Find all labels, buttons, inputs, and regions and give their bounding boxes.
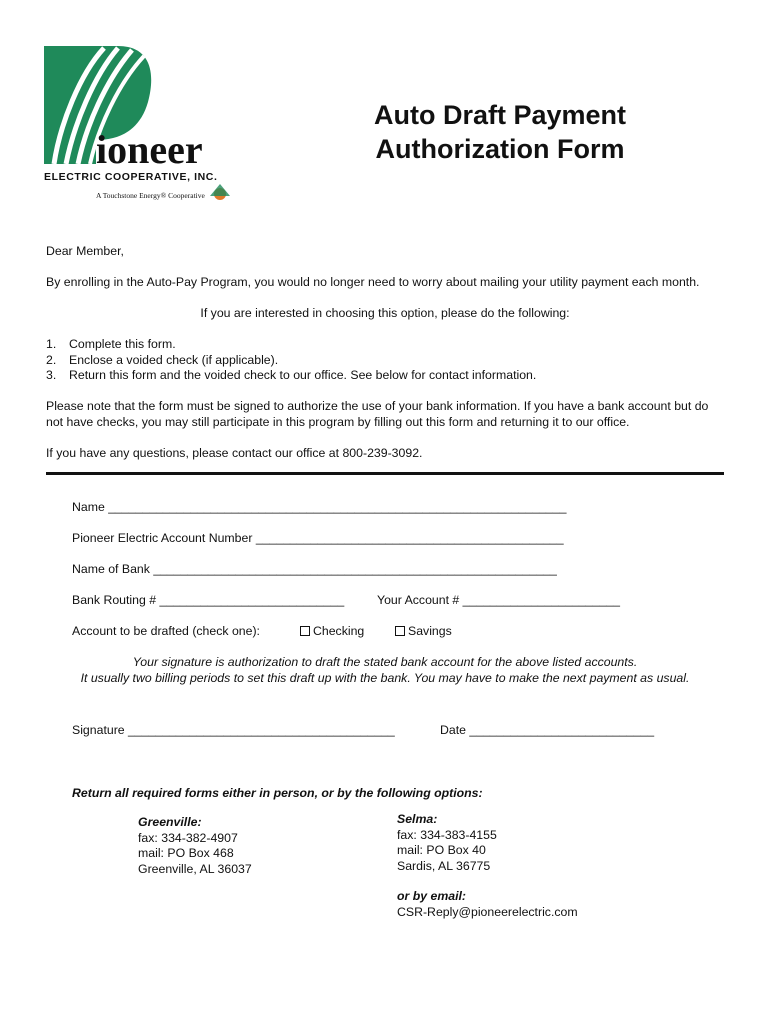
greeting: Dear Member,: [46, 244, 124, 258]
checking-label: Checking: [313, 624, 365, 638]
email-block: [397, 889, 578, 920]
step-text: Enclose a voided check (if applicable).: [69, 352, 279, 367]
account-number-field[interactable]: Pioneer Electric Account Number _____________________________________________: [72, 531, 564, 545]
draft-label: Account to be drafted (check one):: [72, 624, 260, 638]
selma-fax: fax: 334-383-4155: [397, 827, 497, 842]
page-title: [330, 98, 670, 166]
list-item: [46, 353, 536, 369]
logo-tagline: A Touchstone Energy® Cooperative: [96, 191, 205, 200]
return-heading: Return all required forms either in person, or by the following options:: [72, 786, 483, 800]
name-field[interactable]: Name ___________________________________________________________________: [72, 500, 567, 514]
selma-title: Selma:: [397, 812, 438, 826]
greenville-block: [138, 815, 252, 877]
checking-checkbox[interactable]: [300, 626, 310, 636]
your-account-field[interactable]: Your Account # _______________________: [377, 593, 620, 607]
greenville-city: Greenville, AL 36037: [138, 861, 252, 876]
divider: [46, 472, 724, 475]
email-label: or by email:: [397, 889, 467, 903]
greenville-mail: mail: PO Box 468: [138, 846, 234, 860]
email-link[interactable]: CSR-Reply@pioneerelectric.com: [397, 904, 578, 919]
selma-mail: mail: PO Box 40: [397, 843, 486, 857]
step-number: 2.: [46, 352, 57, 367]
list-item: [46, 368, 536, 384]
checking-option[interactable]: [300, 624, 364, 640]
interest-text: If you are interested in choosing this option, please do the following:: [200, 306, 570, 320]
pioneer-logo: [40, 44, 240, 204]
list-item: [46, 337, 536, 353]
routing-field[interactable]: Bank Routing # ___________________________: [72, 593, 345, 607]
savings-label: Savings: [408, 624, 452, 638]
signature-field[interactable]: Signature _______________________________________: [72, 723, 395, 737]
savings-option[interactable]: [395, 624, 452, 640]
selma-block: [397, 812, 497, 874]
steps-list: [46, 337, 536, 384]
title-line-1: Auto Draft Payment: [373, 100, 627, 130]
note-line-2: not have checks, you may still participate in this program by filling out this form and returning it to our office.: [46, 415, 630, 429]
step-number: 1.: [46, 337, 57, 351]
bank-name-field[interactable]: Name of Bank ___________________________________________________________: [72, 562, 557, 576]
date-field[interactable]: Date ___________________________: [440, 723, 655, 737]
step-text: Complete this form.: [69, 337, 176, 351]
touchstone-icon: [210, 184, 230, 200]
auth-line-1: Your signature is authorization to draft the stated bank account for the above listed accounts.: [132, 655, 638, 669]
step-text: Return this form and the voided check to our office. See below for contact information.: [69, 368, 537, 382]
logo-name: ioneer: [96, 127, 203, 172]
greenville-title: Greenville:: [138, 815, 202, 829]
intro-text: By enrolling in the Auto-Pay Program, you would no longer need to worry about mailing your utility payment each month.: [46, 275, 700, 289]
questions-text: If you have any questions, please contact our office at 800-239-3092.: [46, 446, 423, 460]
note-line-1: Please note that the form must be signed to authorize the use of your bank information. If you have a bank account but do: [46, 399, 709, 413]
step-number: 3.: [46, 368, 57, 382]
logo-subtitle: ELECTRIC COOPERATIVE, INC.: [44, 171, 218, 183]
greenville-fax: fax: 334-382-4907: [138, 830, 238, 845]
auth-line-2: It usually two billing periods to set this draft up with the bank. You may have to make the next payment as usual.: [80, 671, 690, 685]
selma-city: Sardis, AL 36775: [397, 858, 491, 873]
title-line-2: Authorization Form: [375, 134, 625, 164]
savings-checkbox[interactable]: [395, 626, 405, 636]
